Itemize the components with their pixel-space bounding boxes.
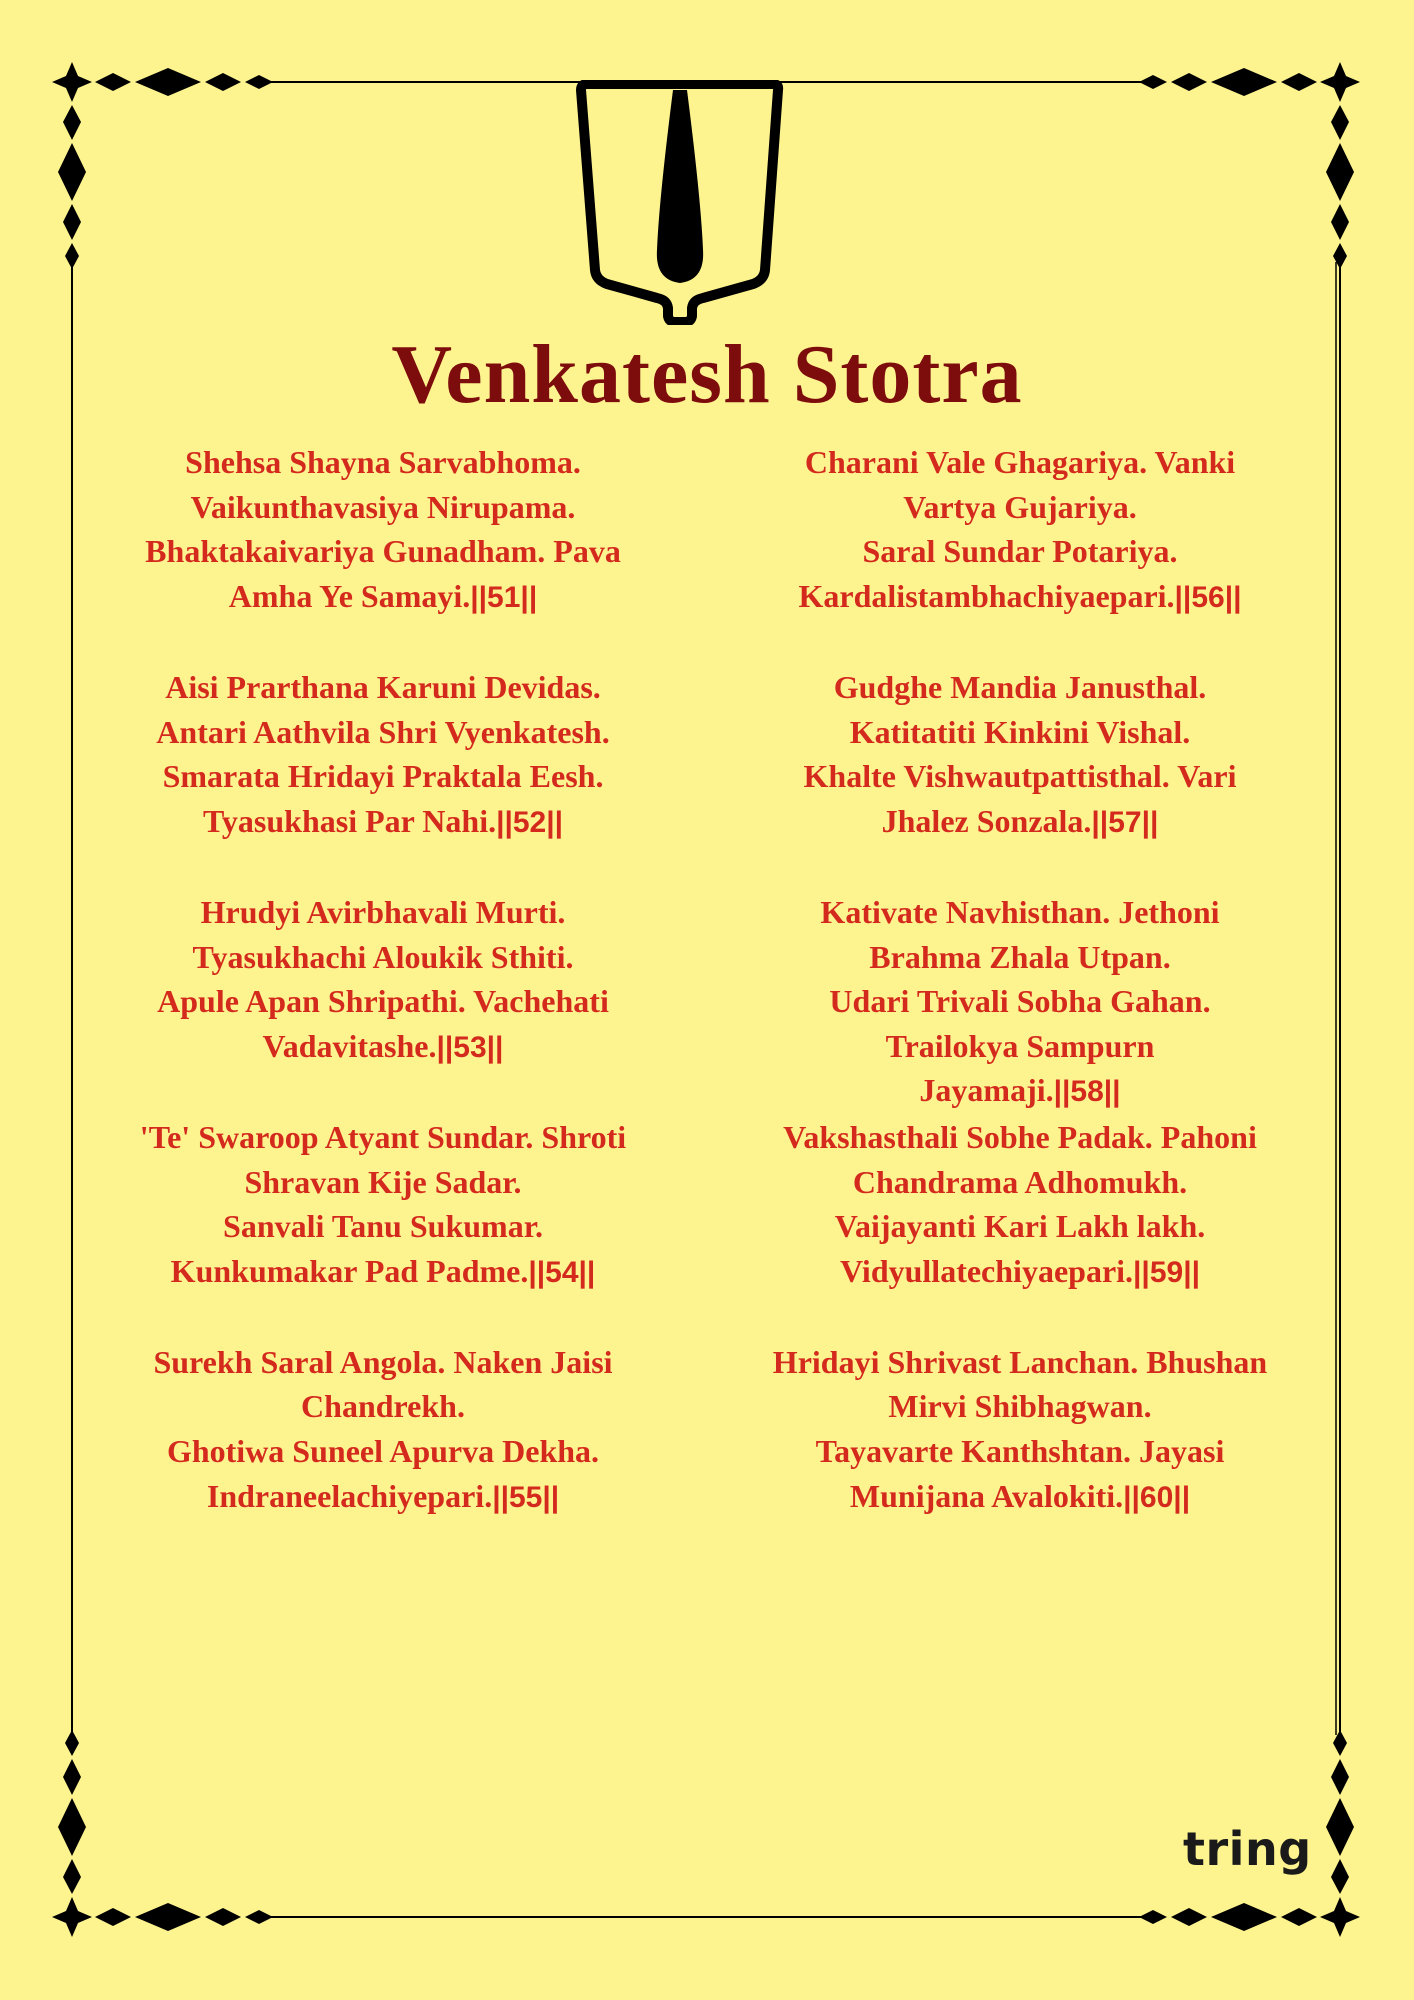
verse-line: Trailokya Sampurn [885,1027,1155,1064]
verse-text: Tyasukhasi Par Nahi. [202,802,497,839]
verse-text: Munijana Avalokiti. [849,1477,1124,1514]
verse-line: Vaijayanti Kari Lakh lakh. [834,1208,1206,1245]
verse-text: Jayamaji. [919,1072,1054,1109]
verse-line: Tyasukhachi Aloukik Sthiti. [192,938,574,975]
verse-line-last [720,1068,1320,1115]
brand-logo: tring [1183,1822,1312,1876]
verse-number: ||52|| [496,805,564,839]
verse-line: Hrudyi Avirbhavali Murti. [200,893,566,930]
verse-54 [88,1115,678,1295]
verse-line-last [720,799,1320,846]
verse-text: Jhalez Sonzala. [881,802,1092,839]
verse-line: Bhaktakaivariya Gunadham. Pava [145,533,621,570]
verse-number: ||55|| [492,1480,560,1514]
verse-line: Brahma Zhala Utpan. [869,938,1171,975]
verse-number: ||53|| [436,1030,504,1064]
verse-text: Vidyullatechiyaepari. [840,1252,1134,1289]
verse-line: Mirvi Shibhagwan. [888,1388,1152,1425]
verse-line: Vaikunthavasiya Nirupama. [190,488,576,525]
verse-line: Saral Sundar Potariya. [862,533,1178,570]
verse-line: Udari Trivali Sobha Gahan. [829,983,1211,1020]
verse-number: ||51|| [470,580,538,614]
verse-column-left [88,440,678,1565]
verse-line-last [88,1249,678,1296]
verse-52 [88,665,678,845]
verse-line-last [88,574,678,621]
verse-column-right [720,440,1320,1565]
verse-text: Kardalistambhachiyaepari. [798,577,1175,614]
verse-line-last [88,1024,678,1071]
verse-line: Shravan Kije Sadar. [244,1163,522,1200]
verse-line: Antari Aathvila Shri Vyenkatesh. [156,713,610,750]
verse-line: Hridayi Shrivast Lanchan. Bhushan [772,1343,1268,1380]
verse-line-last [720,1474,1320,1521]
verse-57 [720,665,1320,845]
verse-55 [88,1340,678,1520]
verse-line: Apule Apan Shripathi. Vachehati [157,983,609,1020]
verse-60 [720,1340,1320,1520]
verse-number: ||57|| [1091,805,1159,839]
verse-line: Charani Vale Ghagariya. Vanki [804,444,1236,480]
namam-tilak-emblem-icon [575,80,785,325]
verse-51 [88,440,678,620]
verse-line-last [88,1474,678,1521]
verse-text: Vadavitashe. [262,1027,437,1064]
verse-line-last [720,1249,1320,1296]
page-title: Venkatesh Stotra [391,328,1023,421]
verse-number: ||54|| [528,1255,596,1289]
verse-line: Kativate Navhisthan. Jethoni [820,893,1220,930]
verse-line: Vakshasthali Sobhe Padak. Pahoni [783,1118,1257,1155]
verse-text: Indraneelachiyepari. [206,1477,493,1514]
verse-line: Khalte Vishwautpattisthal. Vari [803,758,1237,795]
verse-line: Ghotiwa Suneel Apurva Dekha. [166,1433,600,1470]
verse-text: Kunkumakar Pad Padme. [170,1252,529,1289]
verse-line: Sanvali Tanu Sukumar. [223,1208,543,1245]
verse-line: Gudghe Mandia Janusthal. [833,668,1207,705]
verse-59 [720,1115,1320,1295]
verse-line: Vartya Gujariya. [903,488,1137,525]
verse-line: Tayavarte Kanthshtan. Jayasi [815,1433,1225,1470]
verse-56 [720,440,1320,620]
verse-58 [720,890,1320,1115]
verse-text: Amha Ye Samayi. [228,577,471,614]
verse-number: ||58|| [1053,1075,1121,1109]
verse-line: Chandrama Adhomukh. [852,1163,1188,1200]
verse-line: Shehsa Shayna Sarvabhoma. [185,444,581,480]
verse-line: Surekh Saral Angola. Naken Jaisi [153,1343,613,1380]
verse-line: Katitatiti Kinkini Vishal. [849,713,1191,750]
verse-line-last [720,574,1320,621]
verse-number: ||56|| [1174,580,1242,614]
verse-line: 'Te' Swaroop Atyant Sundar. Shroti [139,1118,627,1155]
verse-line: Smarata Hridayi Praktala Eesh. [162,758,604,795]
verse-line: Aisi Prarthana Karuni Devidas. [165,668,601,705]
verse-53 [88,890,678,1070]
verse-number: ||59|| [1133,1255,1200,1289]
verse-line-last [88,799,678,846]
verse-line: Chandrekh. [301,1388,465,1425]
verse-number: ||60|| [1123,1480,1191,1514]
